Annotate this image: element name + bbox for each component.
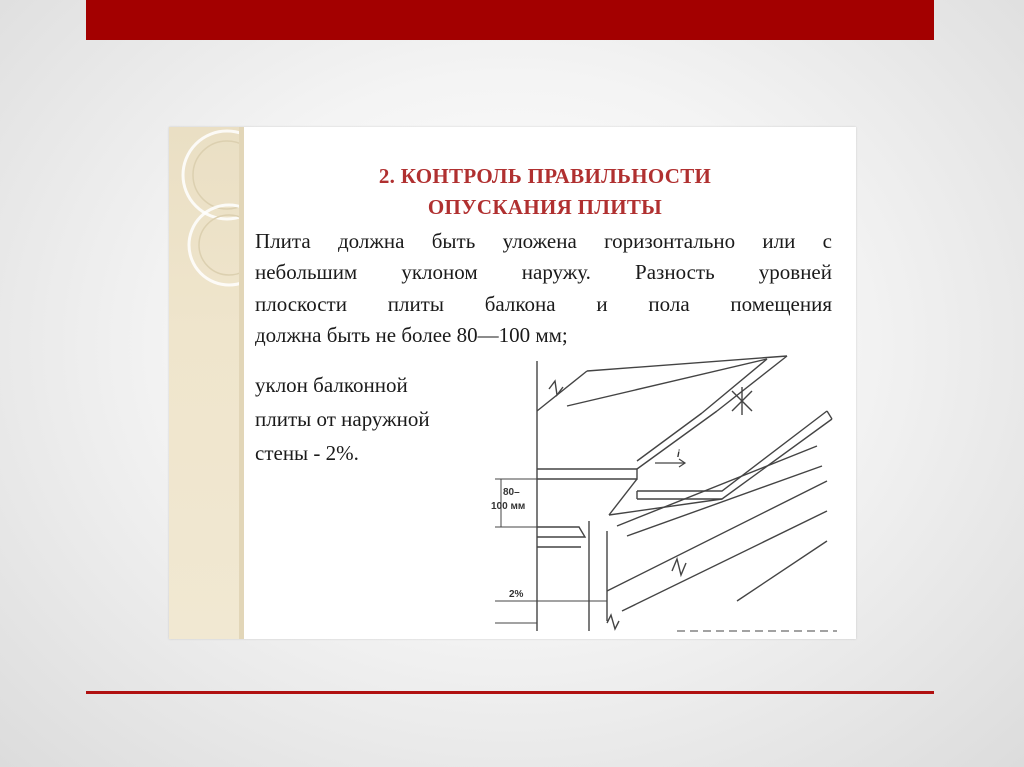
paragraph-line-3: плоскости плиты балкона и пола помещения [255,292,832,316]
break-mark [607,615,619,629]
paragraph-line-4: должна быть не более 80—100 мм; [255,323,568,347]
balcony-slab-drawing [487,351,847,639]
title-line-2: ОПУСКАНИЯ ПЛИТЫ [427,195,663,219]
decorative-side-strip [169,127,244,639]
dimension-label-unit: 100 мм [491,501,526,512]
slope-arrow-label: i [677,449,680,460]
break-mark [672,559,686,575]
slope-percent-label: 2% [509,589,524,600]
title-line-1: 2. КОНТРОЛЬ ПРАВИЛЬНОСТИ [378,164,712,188]
top-accent-bar [86,0,934,40]
slope-line-3: стены - 2%. [255,441,359,465]
slide-image-card [169,127,856,639]
slope-line-2: плиты от наружной [255,407,430,431]
break-mark [549,381,563,395]
bottom-divider [86,691,934,694]
slide-title [255,161,835,223]
room-floor [537,469,637,479]
decorative-circles-icon [169,127,244,639]
slope-line-1: уклон балконной [255,373,408,397]
paragraph-line-1: Плита должна быть уложена горизонтально или с [255,229,832,253]
paragraph-line-2: небольшим уклоном наружу. Разность уровней [255,260,832,284]
dimension-label: 80– [503,487,520,498]
floor-step [537,527,585,537]
balcony-slab-top [637,411,827,491]
slope-note [255,368,495,470]
